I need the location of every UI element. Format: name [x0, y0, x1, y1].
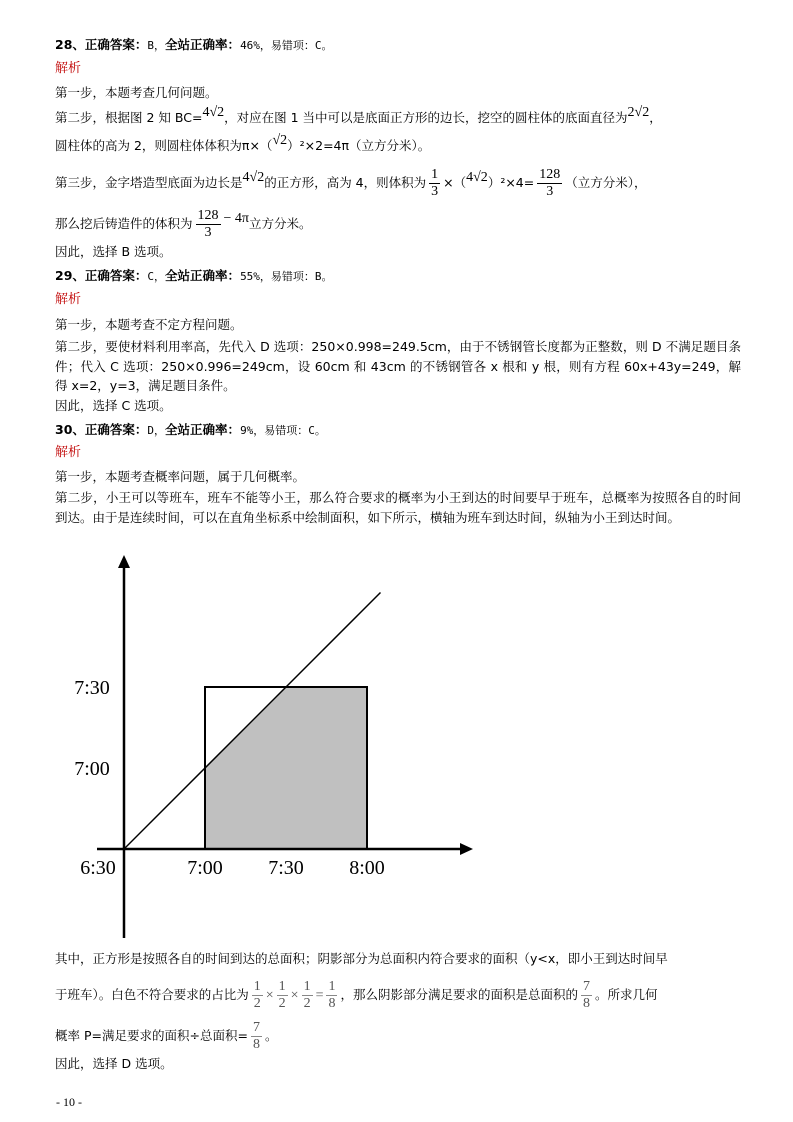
square-outline [205, 687, 367, 849]
frac-num: 7 [583, 979, 590, 994]
q28-step2-cont [55, 133, 431, 155]
q30-para-e-line [55, 1016, 277, 1056]
frac-7-8 [581, 979, 592, 1012]
q30-answer: D， [147, 424, 166, 437]
shaded-region [205, 687, 367, 849]
q29-header [55, 267, 333, 285]
q29-step2: 第二步，要使材料利用率高，先代入 D 选项：250×0.998=249.5cm，由于不锈钢管长度都为正整数，则 D 不满足题目条件；代入 C 选项：250×0.996=249cm，设 60cm 和 43cm 的不锈钢管各 x 根和 y 根，则有方程 60x+43y=249，解得 x=2，y=3，满足题目条件。 [55, 339, 741, 393]
q28-step3-a: 第三步，金字塔造型底面为边长是 [55, 175, 243, 190]
q28-step3-h: 立方分米。 [248, 216, 312, 231]
q30-rate: 9%，易错项：C。 [240, 424, 326, 437]
q28-label-answer: 正确答案： [84, 37, 148, 52]
frac-num: 1 [303, 979, 311, 994]
total-area-square [205, 687, 367, 849]
q28-frac-128-3-b [196, 208, 221, 241]
times-sign: × [290, 988, 299, 1003]
q28-step3-g: 那么挖后铸造件的体积为 [55, 216, 193, 231]
q30-label-answer: 正确答案： [84, 422, 148, 437]
frac-1-2 [252, 979, 263, 1012]
q28-step3-d: ）²×4= [487, 175, 535, 190]
x-tick-label: 7:30 [268, 857, 304, 879]
q30-step2: 第二步，小王可以等班车，班车不能等小王，那么符合要求的概率为小王到达的时间要早于班车，总概率为按照各自的时间到达。由于是连续时间，可以在直角坐标系中绘制面积，如下所示，横轴为班车到达时间，纵轴为小王到达时间。 [55, 490, 741, 525]
frac-num: 1 [431, 167, 439, 182]
frac-1-8 [326, 979, 337, 1012]
q30-para-b-line [55, 973, 658, 1018]
q28-step3-cont [55, 204, 312, 245]
frac-den: 8 [252, 1037, 260, 1052]
q28-step3-b: 的正方形，高为 4，则体积为 [264, 175, 427, 190]
frac-den: 3 [546, 184, 554, 199]
frac-den: 2 [278, 996, 286, 1011]
q28-label-rate: 全站正确率： [165, 37, 241, 52]
q28-step2-a: 第二步，根据图 2 知 BC= [55, 110, 203, 125]
q30-para-c: ，那么阴影部分满足要求的面积是总面积的 [340, 987, 578, 1002]
q30-step1: 第一步，本题考查概率问题，属于几何概率。 [55, 469, 306, 484]
q28-math-minus-4pi: − 4π [223, 211, 249, 226]
equals-sign: = [315, 988, 324, 1003]
q30-para-a: 其中，正方形是按照各自的时间到达的总面积；阴影部分为总面积内符合要求的面积（y<x，即小王到达时间早 [55, 951, 668, 966]
q28-step2-c: ， [649, 110, 662, 125]
q28-math-4root2: 4√2 [202, 105, 225, 120]
q30-para-e: 概率 P=满足要求的面积÷总面积= [55, 1028, 248, 1043]
q28-number: 28、 [55, 37, 85, 52]
q30-jiexi: 解析 [55, 445, 82, 460]
frac-1-2 [302, 979, 313, 1012]
y-tick-label: 7:30 [74, 677, 110, 699]
x-axis-arrow [460, 843, 473, 855]
q29-step1: 第一步，本题考查不定方程问题。 [55, 317, 243, 332]
frac-den: 3 [431, 184, 439, 199]
q28-step2 [55, 105, 662, 127]
q28-step2-b: ，对应在图 1 当中可以是底面正方形的边长，挖空的圆柱体的底面直径为 [224, 110, 628, 125]
frac-num: 1 [253, 979, 261, 994]
q28-frac-128-3 [537, 167, 562, 200]
frac-1-2 [277, 979, 288, 1012]
q28-math-side: 4√2 [242, 170, 265, 185]
q30-header [55, 421, 326, 439]
q28-jiexi: 解析 [55, 61, 82, 76]
y-axis-arrow [118, 555, 130, 568]
frac-num: 128 [197, 208, 219, 223]
q30-conclusion: 因此，选择 D 选项。 [55, 1056, 173, 1071]
q28-step3-c: ×（ [443, 175, 467, 190]
q28-rate: 46%，易错项：C。 [240, 39, 333, 52]
frac-7-8-result [251, 1020, 262, 1053]
x-tick-label: 7:00 [187, 857, 223, 879]
q30-para-b: 于班车）。白色不符合要求的占比为 [55, 987, 249, 1002]
q28-answer: B， [147, 39, 166, 52]
q29-label-rate: 全站正确率： [165, 268, 241, 283]
frac-den: 3 [204, 225, 212, 240]
frac-den: 2 [303, 996, 311, 1011]
frac-den: 8 [328, 996, 336, 1011]
frac-num: 1 [328, 979, 336, 994]
q30-label-rate: 全站正确率： [165, 422, 241, 437]
q30-number: 30、 [55, 422, 85, 437]
q28-header [55, 36, 333, 54]
q28-math-root2: √2 [272, 133, 288, 148]
frac-den: 8 [583, 996, 590, 1011]
q29-jiexi: 解析 [55, 292, 82, 307]
q28-step3-e: （立方分米）， [565, 175, 647, 190]
q29-answer: C， [147, 270, 166, 283]
page-number: - 10 - [56, 1095, 82, 1109]
q29-number: 29、 [55, 268, 85, 283]
q28-math-side2: 4√2 [466, 170, 488, 185]
q28-conclusion: 因此，选择 B 选项。 [55, 244, 172, 259]
q29-label-answer: 正确答案： [84, 268, 148, 283]
q28-frac-1-3 [429, 167, 440, 200]
frac-num: 7 [252, 1020, 260, 1035]
q28-step2-d: 圆柱体的高为 2，则圆柱体体积为π×（ [55, 138, 273, 153]
frac-num: 1 [278, 979, 286, 994]
q28-step2-e: ）²×2=4π（立方分米）。 [287, 138, 431, 153]
q30-para-d: 。所求几何 [595, 987, 658, 1002]
q30-para-f: 。 [264, 1028, 278, 1043]
frac-den: 2 [253, 996, 261, 1011]
x-tick-label: 8:00 [349, 857, 385, 879]
diagonal-line-y-equals-x [124, 593, 381, 850]
frac-num: 128 [539, 167, 561, 182]
q29-rate: 55%，易错项：B。 [240, 270, 333, 283]
q28-math-2root2: 2√2 [627, 105, 650, 120]
q28-step3 [55, 163, 647, 204]
q28-step1: 第一步，本题考查几何问题。 [55, 85, 218, 100]
q29-conclusion: 因此，选择 C 选项。 [55, 398, 172, 413]
origin-label: 6:30 [80, 857, 116, 879]
y-tick-label: 7:00 [74, 758, 110, 780]
times-sign: × [265, 988, 274, 1003]
